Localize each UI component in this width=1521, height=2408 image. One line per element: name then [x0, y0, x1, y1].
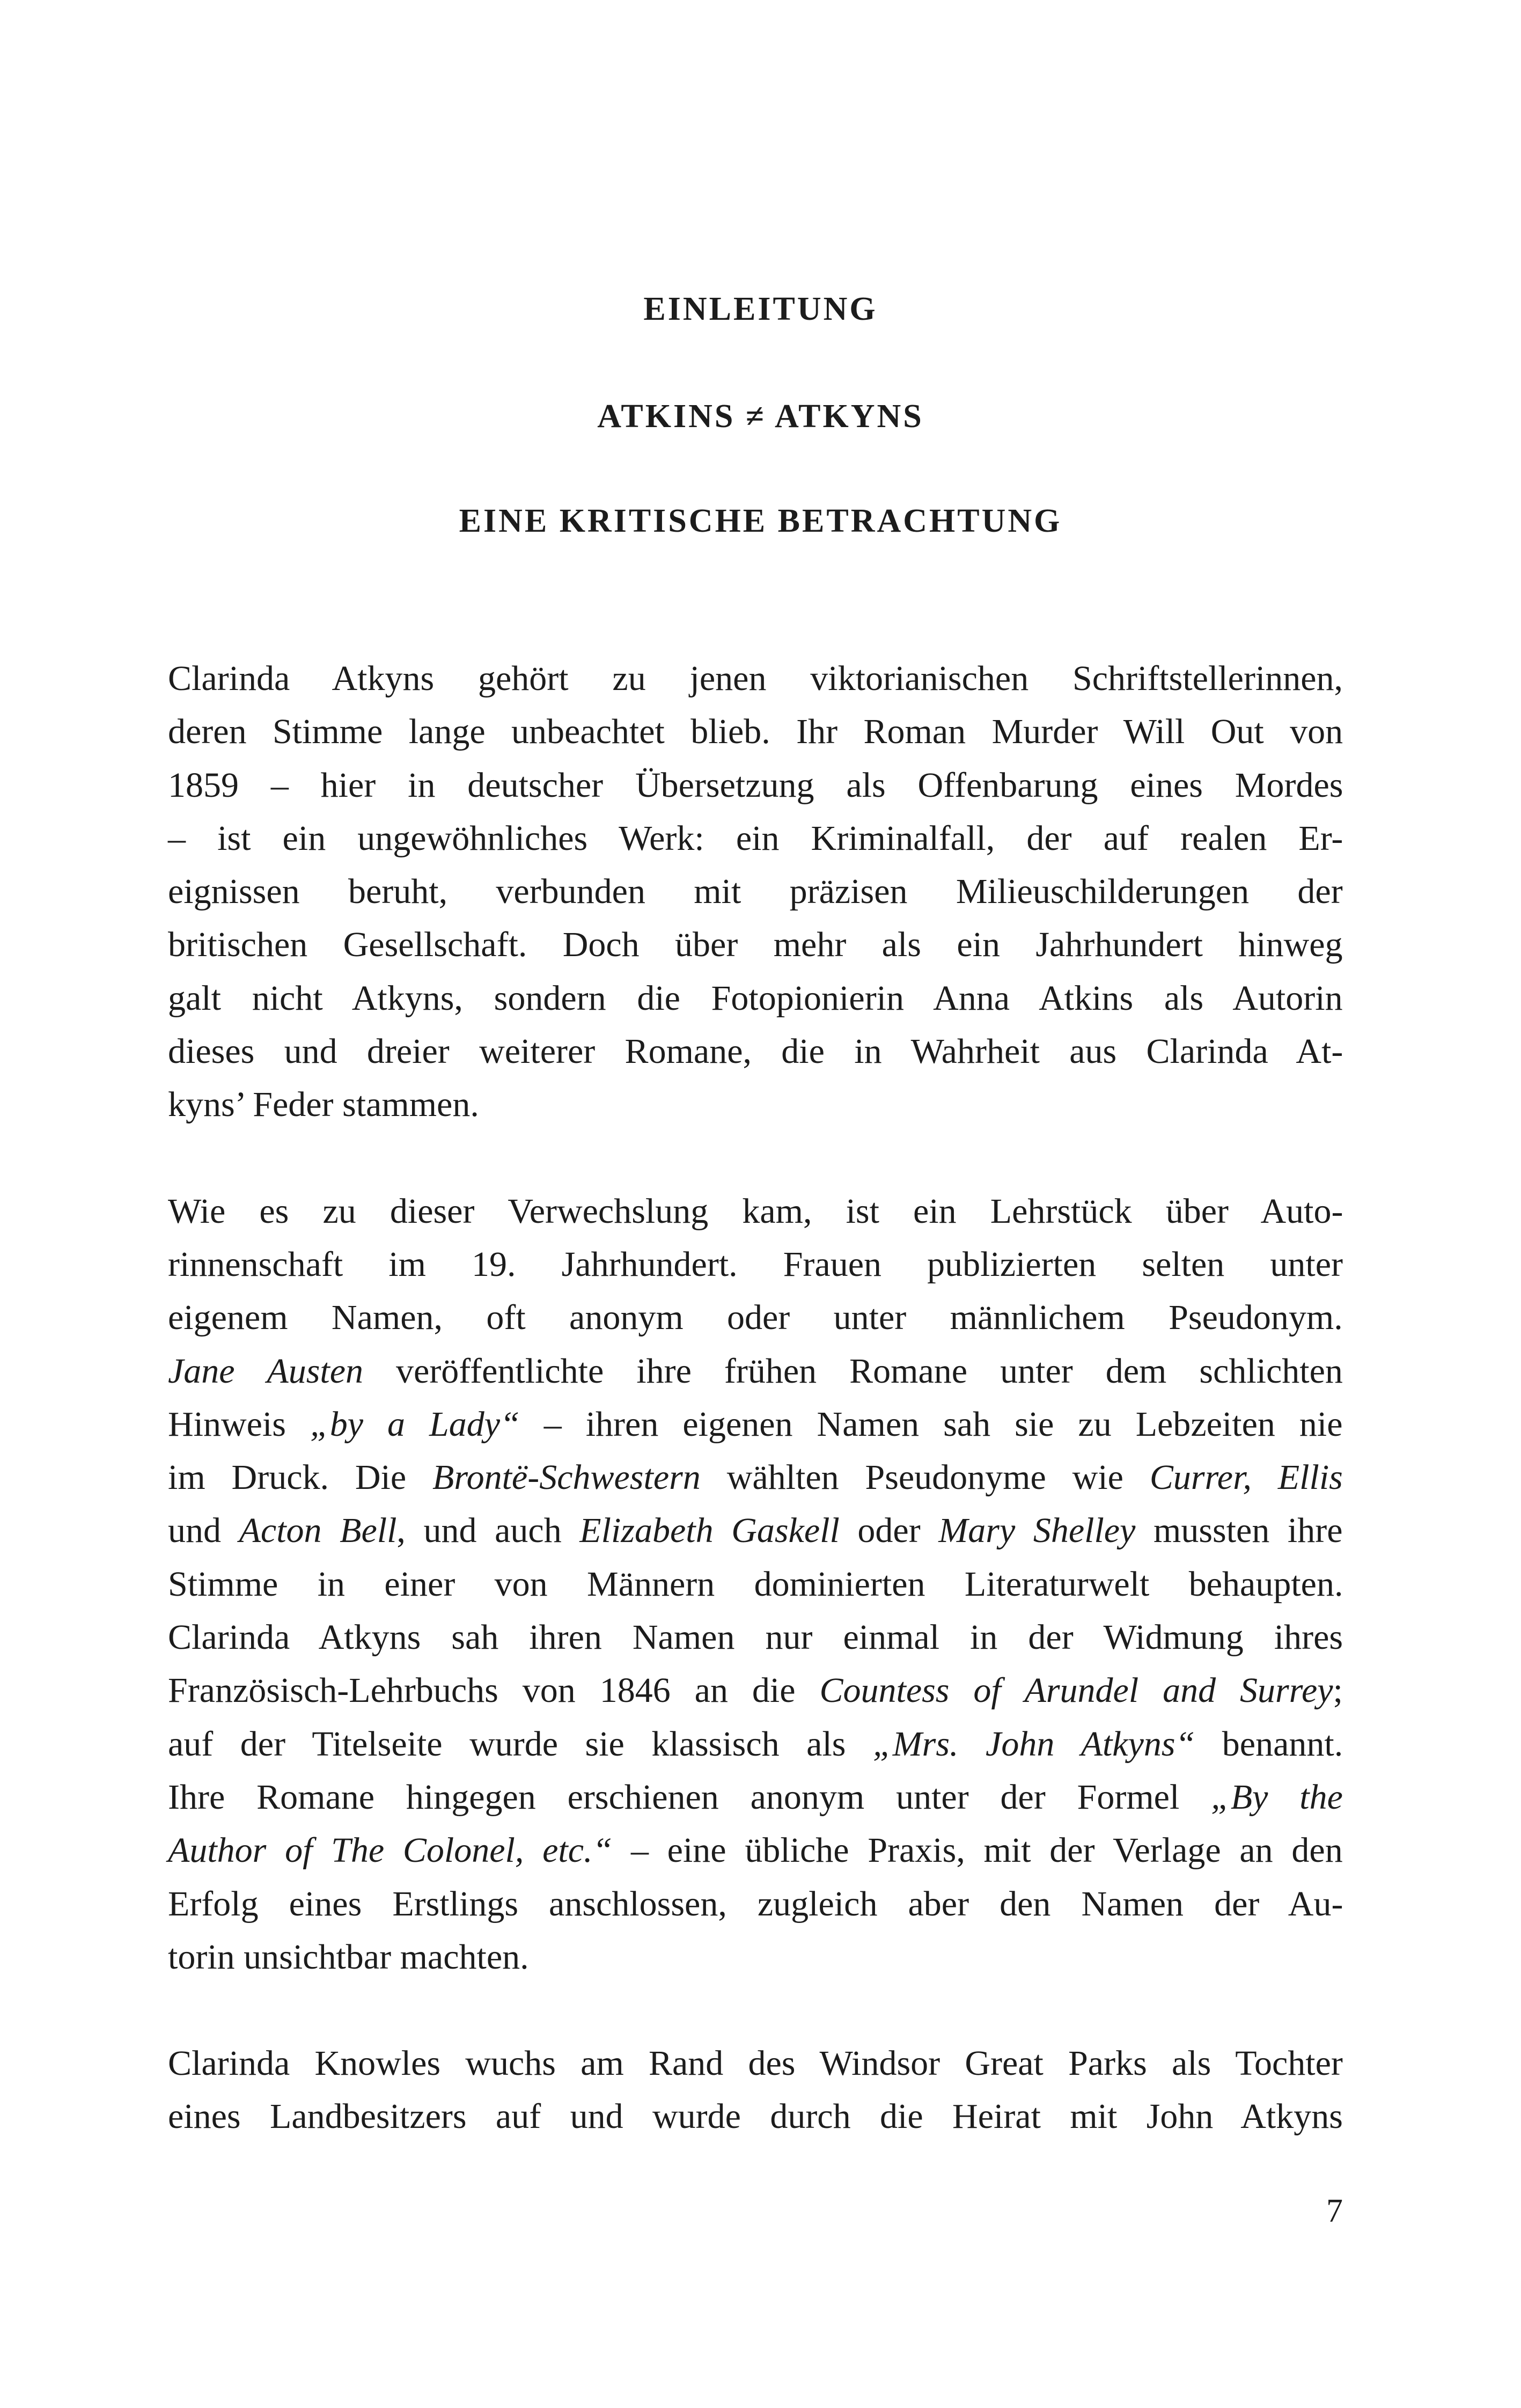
text-segment: ;	[1333, 1671, 1343, 1710]
text-line	[168, 1504, 1343, 1557]
page-number: 7	[1326, 2193, 1343, 2229]
text-line: eignissen beruht, verbunden mit präzisen Milieuschilderungen der	[168, 872, 1343, 912]
chapter-subheading: EINE KRITISCHE BETRACHTUNG	[459, 503, 1062, 539]
text-line	[168, 1824, 1343, 1877]
text-segment: mussten ihre	[1135, 1511, 1343, 1551]
italic-quote: Author of The Colonel, etc.“	[168, 1831, 613, 1870]
text-segment: benannt.	[1195, 1724, 1343, 1764]
text-line	[168, 1451, 1343, 1504]
text-line: Wie es zu dieser Verwechslung kam, ist ein Lehrstück über Auto-	[168, 1191, 1343, 1231]
italic-name: Currer, Ellis	[1149, 1458, 1343, 1497]
text-line	[168, 1398, 1343, 1451]
text-line: rinnenschaft im 19. Jahrhundert. Frauen publizierten selten unter	[168, 1244, 1343, 1284]
text-line: – ist ein ungewöhnliches Werk: ein Kriminalfall, der auf realen Er-	[168, 818, 1343, 858]
text-segment: auf der Titelseite wurde sie klassisch als	[168, 1724, 873, 1764]
text-line: Clarinda Atkyns sah ihren Namen nur einmal in der Widmung ihres	[168, 1618, 1343, 1657]
text-line: galt nicht Atkyns, sondern die Fotopionierin Anna Atkins als Autorin	[168, 978, 1343, 1018]
chapter-subtitle: ATKINS ≠ ATKYNS	[597, 398, 924, 435]
text-segment: Hinweis	[168, 1404, 310, 1444]
text-segment: – ihren eigenen Namen sah sie zu Lebzeiten nie	[519, 1404, 1343, 1444]
text-segment: Ihre Romane hingegen erschienen anonym unter der Formel	[168, 1777, 1211, 1817]
text-segment: Französisch-Lehrbuchs von 1846 an die	[168, 1671, 820, 1710]
text-line	[168, 1771, 1343, 1824]
text-line: Clarinda Atkyns gehört zu jenen viktorianischen Schriftstellerinnen,	[168, 659, 1343, 698]
chapter-title: EINLEITUNG	[643, 291, 878, 327]
italic-name: Countess of Arundel and Surrey	[819, 1671, 1333, 1710]
italic-quote: „Mrs. John Atkyns“	[872, 1724, 1195, 1764]
text-segment: und	[168, 1511, 239, 1551]
text-line: 1859 – hier in deutscher Übersetzung als Offenbarung eines Mordes	[168, 765, 1343, 805]
italic-name: Mary Shelley	[938, 1511, 1136, 1551]
text-line: britischen Gesellschaft. Doch über mehr als ein Jahrhundert hinweg	[168, 925, 1343, 965]
text-line: kyns’ Feder stammen.	[168, 1085, 479, 1125]
text-line: Clarinda Knowles wuchs am Rand des Windsor Great Parks als Tochter	[168, 2044, 1343, 2083]
text-segment: wählten Pseudonyme wie	[700, 1458, 1150, 1497]
text-line	[168, 1717, 1343, 1771]
italic-quote: „By the	[1211, 1777, 1343, 1817]
text-segment: oder	[839, 1511, 939, 1551]
paragraph-1	[168, 652, 1343, 1132]
text-line: deren Stimme lange unbeachtet blieb. Ihr Roman Murder Will Out von	[168, 712, 1343, 752]
text-line: eines Landbesitzers auf und wurde durch die Heirat mit John Atkyns	[168, 2097, 1343, 2137]
text-segment: im Druck. Die	[168, 1458, 433, 1497]
text-segment: , und auch	[396, 1511, 580, 1551]
italic-name: Jane Austen	[168, 1351, 364, 1391]
text-segment: veröffentlichte ihre frühen Romane unter dem schlichten	[363, 1351, 1343, 1391]
italic-name: Elizabeth Gaskell	[579, 1511, 840, 1551]
text-line: dieses und dreier weiterer Romane, die in Wahrheit aus Clarinda At-	[168, 1032, 1343, 1071]
text-line: Stimme in einer von Männern dominierten Literaturwelt behaupten.	[168, 1564, 1343, 1604]
text-line	[168, 1345, 1343, 1398]
paragraph-2	[168, 1185, 1343, 1984]
italic-name: Acton Bell	[239, 1511, 397, 1551]
text-line: torin unsichtbar machten.	[168, 1937, 529, 1977]
text-line: Erfolg eines Erstlings anschlossen, zugleich aber den Namen der Au-	[168, 1884, 1343, 1924]
body-text	[168, 652, 1343, 2143]
text-line	[168, 1664, 1343, 1717]
italic-quote: „by a Lady“	[310, 1404, 520, 1444]
italic-name: Brontë-Schwestern	[432, 1458, 701, 1497]
text-segment: – eine übliche Praxis, mit der Verlage an den	[612, 1831, 1343, 1870]
paragraph-3	[168, 2037, 1343, 2143]
text-line: eigenem Namen, oft anonym oder unter männlichem Pseudonym.	[168, 1298, 1343, 1338]
